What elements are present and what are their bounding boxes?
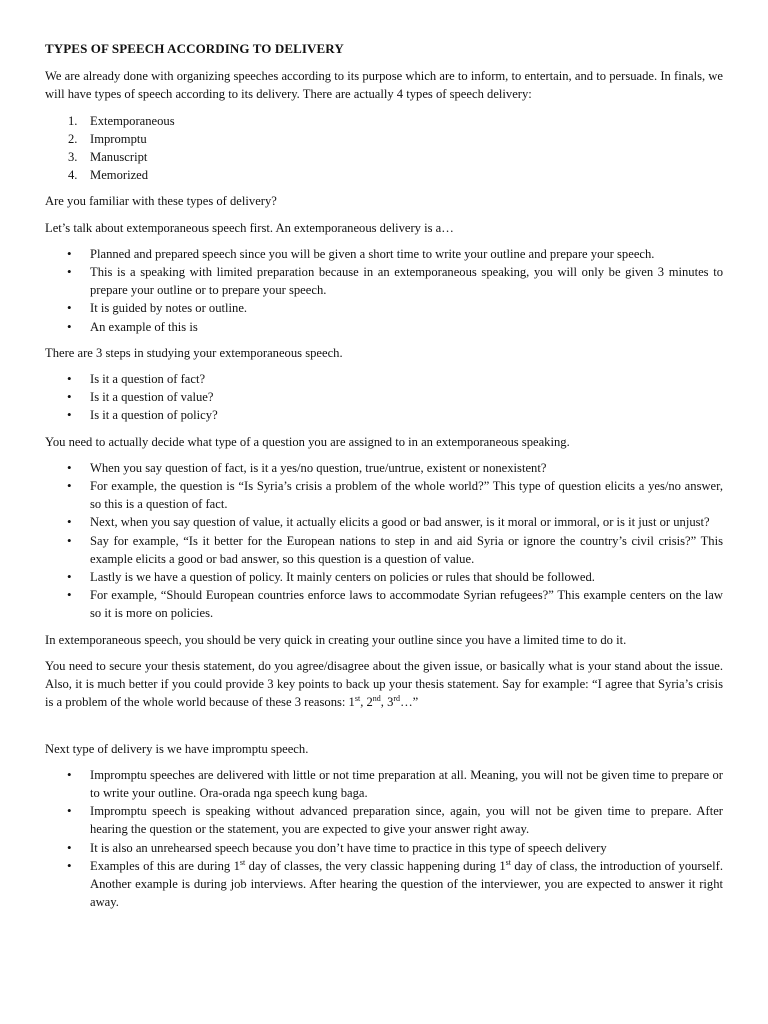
bullet-item: • Impromptu speeches are delivered with little or not time preparation at all. Meaning, you will not be given time to prepare or to write your outline. Ora-orada nga speech kung baga. xyxy=(45,766,723,802)
familiar-question: Are you familiar with these types of delivery? xyxy=(45,194,277,209)
bullet-item: • Say for example, “Is it better for the European nations to step in and aid Syria or ignore the country’s civil crisis?” This example elicits a good or bad answer, so this question is a question of value. xyxy=(45,532,723,568)
ordinal-suffix: rd xyxy=(393,694,401,704)
extemporaneous-intro: Let’s talk about extemporaneous speech first. An extemporaneous delivery is a… xyxy=(45,220,454,235)
bullet-text: day of classes, the very classic happening during 1 xyxy=(245,858,506,873)
list-number: 3. xyxy=(68,150,78,165)
blank-line xyxy=(45,720,723,740)
bullet-text: day of class, the introduction of yourself. Another example is during job interviews. After hearing the question of the interviewer, you are expected to answer it right away. xyxy=(90,858,723,910)
list-number: 1. xyxy=(68,113,78,128)
bullet-item: • Planned and prepared speech since you will be given a short time to write your outline and prepare your speech. xyxy=(45,245,723,263)
thesis-text: , 3 xyxy=(380,695,394,710)
list-item xyxy=(45,166,723,184)
list-number: 2. xyxy=(68,131,78,146)
bullet-item: • It is guided by notes or outline. xyxy=(45,299,723,317)
thesis-text: You need to secure your thesis statement, do you agree/disagree about the given issue, or basically what is your stand about the issue. Also, it is much better if you could provide 3 key points to back up your thesis statement. Say for example: “I agree that Syria’s crisis is a problem of the whole world because of these 3 reasons: 1 xyxy=(45,658,723,710)
bullet-item: • Is it a question of policy? xyxy=(45,406,723,424)
bullet-item: • Is it a question of value? xyxy=(45,388,723,406)
outline-paragraph: In extemporaneous speech, you should be very quick in creating your outline since you have a limited time to do it. xyxy=(45,632,627,647)
thesis-paragraph xyxy=(45,657,723,712)
document-page xyxy=(45,40,723,919)
steps-bullets xyxy=(45,370,723,425)
bullet-item xyxy=(45,857,723,912)
ordinal-suffix: st xyxy=(505,857,511,867)
impromptu-bullets xyxy=(45,766,723,912)
bullet-item: • When you say question of fact, is it a yes/no question, true/untrue, existent or nonexistent? xyxy=(45,459,723,477)
ordinal-suffix: nd xyxy=(372,694,381,704)
list-item-label: Impromptu xyxy=(90,131,147,146)
bullet-item: • This is a speaking with limited preparation because in an extemporaneous speaking, you will only be given 3 minutes to prepare your outline or to prepare your speech. xyxy=(45,263,723,299)
bullet-item: • For example, “Should European countries enforce laws to accommodate Syrian refugees?” This example centers on the law so it is more on policies. xyxy=(45,586,723,622)
bullet-item: • Is it a question of fact? xyxy=(45,370,723,388)
steps-intro: There are 3 steps in studying your extemporaneous speech. xyxy=(45,345,343,360)
decide-paragraph: You need to actually decide what type of a question you are assigned to in an extemporaneous speaking. xyxy=(45,434,570,449)
list-item xyxy=(45,148,723,166)
ordinal-suffix: st xyxy=(354,694,361,704)
bullet-item: • It is also an unrehearsed speech because you don’t have time to practice in this type of speech delivery xyxy=(45,839,723,857)
list-number: 4. xyxy=(68,168,78,183)
intro-paragraph: We are already done with organizing speeches according to its purpose which are to inform, to entertain, and to persuade. In finals, we will have types of speech according to its delivery. There are actually 4 types of speech delivery: xyxy=(45,69,723,102)
impromptu-intro: Next type of delivery is we have impromptu speech. xyxy=(45,741,309,756)
bullet-item: • Next, when you say question of value, it actually elicits a good or bad answer, is it moral or immoral, or is it just or unjust? xyxy=(45,513,723,531)
question-type-bullets xyxy=(45,459,723,623)
bullet-item: • Lastly is we have a question of policy. It mainly centers on policies or rules that should be followed. xyxy=(45,568,723,586)
bullet-item: • For example, the question is “Is Syria’s crisis a problem of the whole world?” This type of question elicits a yes/no answer, so this is a question of fact. xyxy=(45,477,723,513)
thesis-text: , 2 xyxy=(360,695,373,710)
ordinal-suffix: st xyxy=(239,857,246,867)
bullet-item: • Impromptu speech is speaking without advanced preparation since, again, you will not be given time to prepare. After hearing the question or the statement, you are expected to give your answer right away. xyxy=(45,802,723,838)
extemporaneous-bullets xyxy=(45,245,723,336)
list-item xyxy=(45,130,723,148)
list-item-label: Memorized xyxy=(90,168,149,183)
thesis-text: …” xyxy=(400,695,419,710)
document-title: TYPES OF SPEECH ACCORDING TO DELIVERY xyxy=(45,41,344,56)
bullet-text: Examples of this are during 1 xyxy=(90,858,240,873)
list-item-label: Extemporaneous xyxy=(90,113,175,128)
list-item-label: Manuscript xyxy=(90,150,148,165)
delivery-types-list xyxy=(45,112,723,185)
bullet-item: • An example of this is xyxy=(45,318,723,336)
list-item xyxy=(45,112,723,130)
